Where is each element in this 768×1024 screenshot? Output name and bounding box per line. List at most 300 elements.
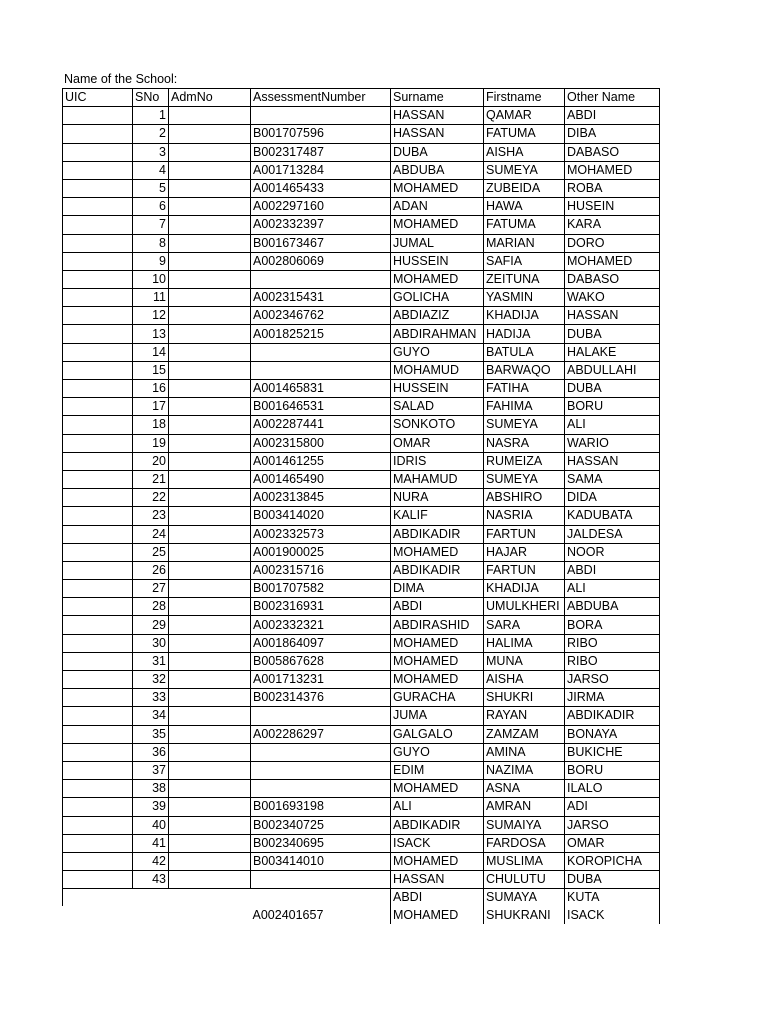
- admno-cell: [169, 289, 251, 307]
- header-other-name: Other Name: [565, 89, 660, 107]
- table-row: [63, 652, 660, 670]
- admno-cell: [169, 689, 251, 707]
- uic-cell: [63, 107, 133, 125]
- table-row: [63, 798, 660, 816]
- sno-cell: 34: [133, 707, 169, 725]
- surname-cell: MOHAMED: [391, 543, 484, 561]
- assessment-number-cell: A002297160: [251, 198, 391, 216]
- admno-cell: [169, 216, 251, 234]
- table-row: [63, 289, 660, 307]
- surname-cell: ABDIKADIR: [391, 561, 484, 579]
- table-row: [63, 161, 660, 179]
- admno-cell: [169, 707, 251, 725]
- uic-cell: [63, 580, 133, 598]
- surname-cell: MOHAMED: [391, 179, 484, 197]
- assessment-number-cell: A002315800: [251, 434, 391, 452]
- assessment-number-cell: B005867628: [251, 652, 391, 670]
- surname-cell: ABDIAZIZ: [391, 307, 484, 325]
- table-row: [63, 525, 660, 543]
- admno-cell: [169, 761, 251, 779]
- sno-cell: 1: [133, 107, 169, 125]
- surname-cell: HASSAN: [391, 871, 484, 889]
- other-name-cell: KOROPICHA: [565, 852, 660, 870]
- table-row: [63, 380, 660, 398]
- uic-cell: [63, 634, 133, 652]
- other-name-cell: JARSO: [565, 816, 660, 834]
- uic-cell: [63, 889, 133, 907]
- table-row: [63, 871, 660, 889]
- admno-cell: [169, 852, 251, 870]
- sno-cell: 25: [133, 543, 169, 561]
- sno-cell: 12: [133, 307, 169, 325]
- admno-cell: [169, 107, 251, 125]
- sno-cell: [133, 889, 169, 907]
- table-row: [63, 852, 660, 870]
- firstname-cell: HADIJA: [484, 325, 565, 343]
- assessment-number-cell: A002401657: [252, 907, 324, 922]
- surname-cell: MOHAMED: [391, 216, 484, 234]
- assessment-number-cell: B001646531: [251, 398, 391, 416]
- assessment-number-cell: B003414020: [251, 507, 391, 525]
- uic-cell: [63, 507, 133, 525]
- sno-cell: 15: [133, 361, 169, 379]
- header-uic: UIC: [63, 89, 133, 107]
- other-name-cell: ABDULLAHI: [565, 361, 660, 379]
- firstname-cell: MUNA: [484, 652, 565, 670]
- firstname-cell: SAFIA: [484, 252, 565, 270]
- admno-cell: [169, 452, 251, 470]
- admno-cell: [169, 198, 251, 216]
- sno-cell: 21: [133, 470, 169, 488]
- admno-cell: [169, 743, 251, 761]
- assessment-number-cell: B001673467: [251, 234, 391, 252]
- surname-cell: ABDIRAHMAN: [391, 325, 484, 343]
- assessment-number-cell: A002332397: [251, 216, 391, 234]
- surname-cell: SALAD: [391, 398, 484, 416]
- other-name-cell: MOHAMED: [565, 161, 660, 179]
- admno-cell: [169, 234, 251, 252]
- other-name-cell: BORA: [565, 616, 660, 634]
- surname-cell: MAHAMUD: [391, 470, 484, 488]
- table-row: [63, 816, 660, 834]
- table-row: [63, 270, 660, 288]
- table-row: [63, 143, 660, 161]
- other-name-cell: OMAR: [565, 834, 660, 852]
- assessment-number-cell: [251, 743, 391, 761]
- firstname-cell: UMULKHERI: [484, 598, 565, 616]
- other-name-cell: BORU: [565, 761, 660, 779]
- table-row: [63, 198, 660, 216]
- uic-cell: [63, 361, 133, 379]
- surname-cell: HUSSEIN: [391, 380, 484, 398]
- sno-cell: 2: [133, 125, 169, 143]
- school-name-label: Name of the School:: [64, 72, 178, 86]
- table-row: [63, 216, 660, 234]
- assessment-number-cell: [251, 871, 391, 889]
- uic-cell: [63, 179, 133, 197]
- other-name-cell: NOOR: [565, 543, 660, 561]
- uic-cell: [63, 561, 133, 579]
- table-row: [63, 307, 660, 325]
- assessment-number-cell: A002806069: [251, 252, 391, 270]
- sno-cell: 39: [133, 798, 169, 816]
- sno-cell: 27: [133, 580, 169, 598]
- spreadsheet-page: [62, 70, 660, 924]
- sno-cell: 38: [133, 780, 169, 798]
- admno-cell: [169, 270, 251, 288]
- sno-cell: 31: [133, 652, 169, 670]
- uic-cell: [63, 143, 133, 161]
- other-name-cell: DORO: [565, 234, 660, 252]
- assessment-number-cell: A002286297: [251, 725, 391, 743]
- uic-cell: [63, 871, 133, 889]
- firstname-cell: FAHIMA: [484, 398, 565, 416]
- admno-cell: [169, 906, 251, 923]
- other-name-cell: DABASO: [565, 270, 660, 288]
- firstname-cell: YASMIN: [484, 289, 565, 307]
- assessment-number-cell: B002340695: [251, 834, 391, 852]
- assessment-number-cell: [251, 761, 391, 779]
- assessment-number-cell: B001707582: [251, 580, 391, 598]
- firstname-cell: AISHA: [484, 143, 565, 161]
- surname-cell: HUSSEIN: [391, 252, 484, 270]
- surname-cell: MOHAMED: [391, 652, 484, 670]
- admno-cell: [169, 361, 251, 379]
- table-row: [63, 707, 660, 725]
- assessment-number-cell: A001864097: [251, 634, 391, 652]
- firstname-cell: SUMEYA: [484, 470, 565, 488]
- admno-cell: [169, 398, 251, 416]
- table-row: [63, 434, 660, 452]
- uic-cell: [63, 743, 133, 761]
- sno-cell: 36: [133, 743, 169, 761]
- other-name-cell: WARIO: [565, 434, 660, 452]
- uic-cell: [63, 380, 133, 398]
- sno-cell: 33: [133, 689, 169, 707]
- table-row: [63, 616, 660, 634]
- assessment-number-cell: A002287441: [251, 416, 391, 434]
- other-name-cell: ILALO: [565, 780, 660, 798]
- table-row: [63, 507, 660, 525]
- surname-cell: MOHAMED: [391, 634, 484, 652]
- surname-cell: MOHAMED: [391, 780, 484, 798]
- sno-cell: 19: [133, 434, 169, 452]
- other-name-cell: KADUBATA: [565, 507, 660, 525]
- header-row: [63, 89, 660, 107]
- uic-cell: [63, 270, 133, 288]
- table-row: [63, 125, 660, 143]
- sno-cell: 23: [133, 507, 169, 525]
- other-name-cell: DIDA: [565, 489, 660, 507]
- uic-cell: [63, 834, 133, 852]
- firstname-cell: SHUKRI: [484, 689, 565, 707]
- sno-cell: 7: [133, 216, 169, 234]
- table-row: [63, 179, 660, 197]
- other-name-cell: KARA: [565, 216, 660, 234]
- firstname-cell: MUSLIMA: [484, 852, 565, 870]
- admno-cell: [169, 780, 251, 798]
- sno-cell: 22: [133, 489, 169, 507]
- firstname-cell: FATIHA: [484, 380, 565, 398]
- sno-cell: 6: [133, 198, 169, 216]
- uic-cell: [63, 161, 133, 179]
- other-name-cell: HASSAN: [565, 307, 660, 325]
- sno-cell: 29: [133, 616, 169, 634]
- other-name-cell: ADI: [565, 798, 660, 816]
- firstname-cell: NASRIA: [484, 507, 565, 525]
- table-row: [63, 906, 660, 923]
- surname-cell: ABDI: [391, 598, 484, 616]
- admno-cell: [169, 543, 251, 561]
- firstname-cell: KHADIJA: [484, 580, 565, 598]
- surname-cell: GALGALO: [391, 725, 484, 743]
- uic-cell: [63, 761, 133, 779]
- assessment-number-cell: A002315431: [251, 289, 391, 307]
- admno-cell: [169, 561, 251, 579]
- uic-cell: [63, 725, 133, 743]
- table-body: [63, 107, 660, 924]
- other-name-cell: DUBA: [565, 380, 660, 398]
- table-row: [63, 107, 660, 125]
- other-name-cell: DABASO: [565, 143, 660, 161]
- admno-cell: [169, 380, 251, 398]
- sno-cell: 42: [133, 852, 169, 870]
- uic-cell: [63, 689, 133, 707]
- firstname-cell: FATUMA: [484, 216, 565, 234]
- table-row: [63, 234, 660, 252]
- other-name-cell: ABDUBA: [565, 598, 660, 616]
- uic-cell: [63, 652, 133, 670]
- surname-cell: EDIM: [391, 761, 484, 779]
- table-row: [63, 761, 660, 779]
- assessment-number-cell: A001900025: [251, 543, 391, 561]
- uic-cell: [63, 125, 133, 143]
- other-name-cell: BONAYA: [565, 725, 660, 743]
- other-name-cell: JALDESA: [565, 525, 660, 543]
- admno-cell: [169, 598, 251, 616]
- sno-cell: 4: [133, 161, 169, 179]
- uic-cell: [63, 543, 133, 561]
- uic-cell: [63, 707, 133, 725]
- other-name-cell: ROBA: [565, 179, 660, 197]
- sno-cell: 16: [133, 380, 169, 398]
- assessment-number-cell: A002332321: [251, 616, 391, 634]
- surname-cell: HASSAN: [391, 125, 484, 143]
- other-name-cell: HUSEIN: [565, 198, 660, 216]
- firstname-cell: AISHA: [484, 671, 565, 689]
- sno-cell: 9: [133, 252, 169, 270]
- sno-cell: 26: [133, 561, 169, 579]
- firstname-cell: RUMEIZA: [484, 452, 565, 470]
- other-name-cell: HALAKE: [565, 343, 660, 361]
- firstname-cell: SUMEYA: [484, 416, 565, 434]
- sno-cell: 8: [133, 234, 169, 252]
- firstname-cell: AMINA: [484, 743, 565, 761]
- sno-cell: 28: [133, 598, 169, 616]
- other-name-cell: ISACK: [565, 906, 660, 923]
- assessment-number-cell: A002332573: [251, 525, 391, 543]
- admno-cell: [169, 616, 251, 634]
- sno-cell: 11: [133, 289, 169, 307]
- firstname-cell: ZUBEIDA: [484, 179, 565, 197]
- firstname-cell: SUMAYA: [484, 889, 565, 907]
- firstname-cell: CHULUTU: [484, 871, 565, 889]
- sno-cell: [133, 906, 169, 923]
- table-row: [63, 743, 660, 761]
- admno-cell: [169, 125, 251, 143]
- surname-cell: ABDIRASHID: [391, 616, 484, 634]
- uic-cell: [63, 434, 133, 452]
- other-name-cell: ALI: [565, 416, 660, 434]
- sno-cell: 10: [133, 270, 169, 288]
- surname-cell: HASSAN: [391, 107, 484, 125]
- sno-cell: 20: [133, 452, 169, 470]
- uic-cell: [63, 198, 133, 216]
- assessment-number-cell: [251, 707, 391, 725]
- other-name-cell: ABDI: [565, 107, 660, 125]
- firstname-cell: SUMEYA: [484, 161, 565, 179]
- surname-cell: NURA: [391, 489, 484, 507]
- table-row: [63, 252, 660, 270]
- firstname-cell: RAYAN: [484, 707, 565, 725]
- firstname-cell: FARTUN: [484, 561, 565, 579]
- sno-cell: 41: [133, 834, 169, 852]
- table-row: [63, 834, 660, 852]
- surname-cell: MOHAMED: [391, 906, 484, 923]
- firstname-cell: SARA: [484, 616, 565, 634]
- admno-cell: [169, 434, 251, 452]
- uic-cell: [63, 525, 133, 543]
- firstname-cell: HAWA: [484, 198, 565, 216]
- assessment-number-cell: [251, 361, 391, 379]
- admno-cell: [169, 343, 251, 361]
- assessment-number-cell: [251, 889, 391, 907]
- admno-cell: [169, 834, 251, 852]
- uic-cell: [63, 416, 133, 434]
- assessment-number-cell: [251, 343, 391, 361]
- surname-cell: KALIF: [391, 507, 484, 525]
- table-row: [63, 325, 660, 343]
- sno-cell: 13: [133, 325, 169, 343]
- assessment-number-cell: A002313845: [251, 489, 391, 507]
- firstname-cell: ZEITUNA: [484, 270, 565, 288]
- assessment-number-cell: [251, 107, 391, 125]
- firstname-cell: KHADIJA: [484, 307, 565, 325]
- surname-cell: OMAR: [391, 434, 484, 452]
- surname-cell: GURACHA: [391, 689, 484, 707]
- table-row: [63, 725, 660, 743]
- other-name-cell: JARSO: [565, 671, 660, 689]
- firstname-cell: FATUMA: [484, 125, 565, 143]
- table-row: [63, 343, 660, 361]
- sno-cell: 43: [133, 871, 169, 889]
- uic-cell: [63, 489, 133, 507]
- table-row: [63, 543, 660, 561]
- assessment-number-cell: A001465433: [251, 179, 391, 197]
- assessment-number-cell: A001713284: [251, 161, 391, 179]
- admno-cell: [169, 816, 251, 834]
- table-row: [63, 889, 660, 907]
- table-row: [63, 398, 660, 416]
- other-name-cell: RIBO: [565, 652, 660, 670]
- surname-cell: IDRIS: [391, 452, 484, 470]
- uic-cell: [63, 234, 133, 252]
- header-surname: Surname: [391, 89, 484, 107]
- uic-cell: [63, 470, 133, 488]
- uic-cell: [63, 780, 133, 798]
- surname-cell: ABDI: [391, 889, 484, 907]
- firstname-cell: NASRA: [484, 434, 565, 452]
- sno-cell: 17: [133, 398, 169, 416]
- sno-cell: 30: [133, 634, 169, 652]
- assessment-number-cell: A002346762: [251, 307, 391, 325]
- other-name-cell: KUTA: [565, 889, 660, 907]
- admno-cell: [169, 489, 251, 507]
- firstname-cell: FARDOSA: [484, 834, 565, 852]
- header-sno: SNo: [133, 89, 169, 107]
- uic-cell: [63, 671, 133, 689]
- sno-cell: 37: [133, 761, 169, 779]
- admno-cell: [169, 416, 251, 434]
- surname-cell: ALI: [391, 798, 484, 816]
- assessment-number-cell: B003414010: [251, 852, 391, 870]
- table-row: [63, 689, 660, 707]
- assessment-number-cell: B001707596: [251, 125, 391, 143]
- uic-cell: [63, 598, 133, 616]
- firstname-cell: AMRAN: [484, 798, 565, 816]
- surname-cell: ABDUBA: [391, 161, 484, 179]
- other-name-cell: MOHAMED: [565, 252, 660, 270]
- admno-cell: [169, 798, 251, 816]
- sno-cell: 5: [133, 179, 169, 197]
- firstname-cell: SHUKRANI: [484, 906, 565, 923]
- uic-cell: [63, 852, 133, 870]
- surname-cell: MOHAMED: [391, 852, 484, 870]
- student-table: [62, 88, 660, 924]
- other-name-cell: RIBO: [565, 634, 660, 652]
- assessment-number-cell: B002314376: [251, 689, 391, 707]
- admno-cell: [169, 525, 251, 543]
- other-name-cell: BORU: [565, 398, 660, 416]
- surname-cell: MOHAMUD: [391, 361, 484, 379]
- uic-cell: [63, 816, 133, 834]
- admno-cell: [169, 470, 251, 488]
- admno-cell: [169, 325, 251, 343]
- header-firstname: Firstname: [484, 89, 565, 107]
- header-admno: AdmNo: [169, 89, 251, 107]
- surname-cell: JUMAL: [391, 234, 484, 252]
- table-row: [63, 561, 660, 579]
- admno-cell: [169, 871, 251, 889]
- surname-cell: ISACK: [391, 834, 484, 852]
- admno-cell: [169, 889, 251, 907]
- sno-cell: 14: [133, 343, 169, 361]
- admno-cell: [169, 671, 251, 689]
- table-row: [63, 580, 660, 598]
- other-name-cell: DIBA: [565, 125, 660, 143]
- surname-cell: GOLICHA: [391, 289, 484, 307]
- uic-cell: [63, 252, 133, 270]
- assessment-number-cell: B002316931: [251, 598, 391, 616]
- other-name-cell: WAKO: [565, 289, 660, 307]
- sno-cell: 3: [133, 143, 169, 161]
- table-row: [63, 361, 660, 379]
- uic-cell: [63, 216, 133, 234]
- surname-cell: JUMA: [391, 707, 484, 725]
- surname-cell: ABDIKADIR: [391, 816, 484, 834]
- surname-cell: GUYO: [391, 343, 484, 361]
- uic-cell: [63, 398, 133, 416]
